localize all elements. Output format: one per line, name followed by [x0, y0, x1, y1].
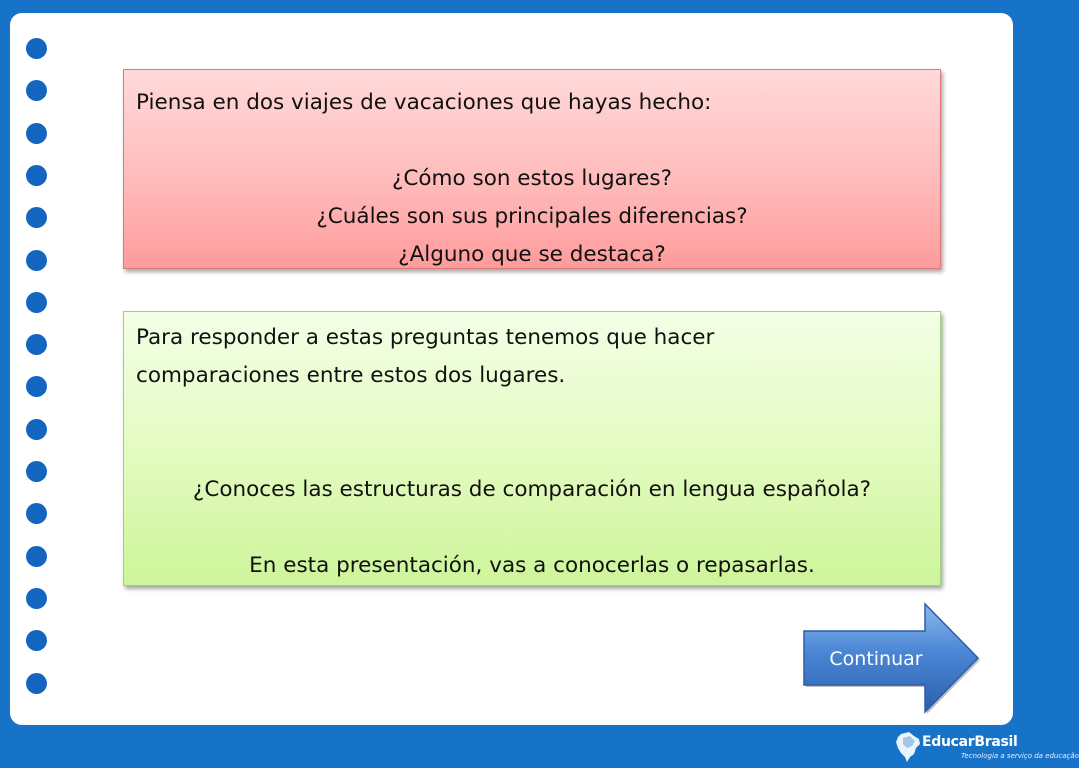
notebook-dot — [26, 207, 47, 228]
brazil-map-icon — [895, 731, 921, 763]
info-box-line-2: comparaciones entre estos dos lugares. — [136, 363, 566, 388]
continue-button-label: Continuar — [829, 648, 923, 670]
question-1: ¿Cómo son estos lugares? — [391, 166, 672, 191]
question-box-intro: Piensa en dos viajes de vacaciones que hayas hecho: — [136, 90, 712, 115]
notebook-dot — [26, 334, 47, 355]
info-box-closing: En esta presentación, vas a conocerlas o repasarlas. — [249, 553, 815, 578]
info-box-question: ¿Conoces las estructuras de comparación en lengua española? — [192, 477, 872, 502]
notebook-dot — [26, 38, 47, 59]
educarbrasil-logo — [895, 729, 1079, 765]
notebook-dot — [26, 419, 47, 440]
notebook-dot — [26, 250, 47, 271]
question-2: ¿Cuáles son sus principales diferencias? — [316, 204, 748, 229]
question-3: ¿Alguno que se destaca? — [398, 242, 666, 267]
info-box-line-1: Para responder a estas preguntas tenemos que hacer — [136, 325, 715, 350]
notebook-dot — [26, 165, 47, 186]
notebook-dot — [26, 588, 47, 609]
info-box — [123, 311, 941, 586]
question-box — [123, 69, 941, 269]
notebook-binding-dots — [26, 38, 48, 708]
notebook-dot — [26, 80, 47, 101]
notebook-dot — [26, 630, 47, 651]
notebook-dot — [26, 376, 47, 397]
brand-name: EducarBrasil — [922, 734, 1018, 750]
notebook-dot — [26, 461, 47, 482]
brand-tagline: Tecnologia a serviço da educação — [961, 752, 1079, 760]
notebook-dot — [26, 673, 47, 694]
notebook-dot — [26, 546, 47, 567]
notebook-dot — [26, 123, 47, 144]
notebook-dot — [26, 292, 47, 313]
notebook-dot — [26, 503, 47, 524]
continue-button[interactable] — [800, 602, 980, 714]
